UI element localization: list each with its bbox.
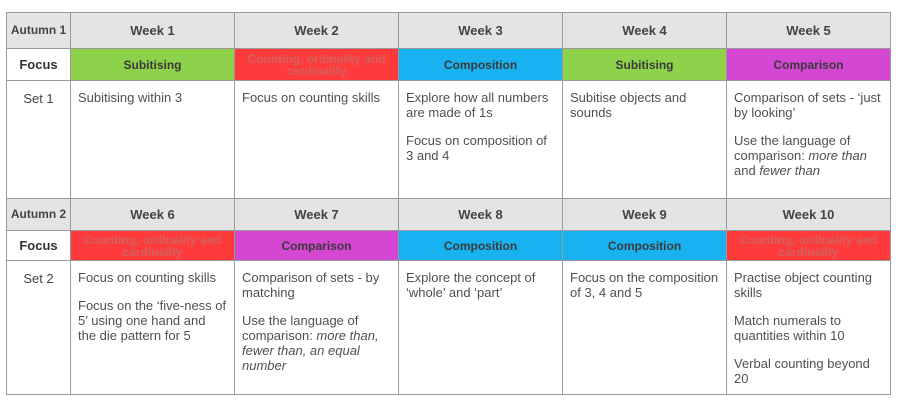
set-label: Set 2: [7, 261, 71, 395]
activity-cell: [727, 261, 891, 395]
focus-row-2: [7, 231, 891, 261]
activity-cell: [235, 81, 399, 199]
week-header: Week 9: [563, 199, 727, 231]
activity-text: Focus on counting skills: [242, 90, 381, 105]
activity-text: Focus on the composition of 3, 4 and 5: [570, 270, 719, 300]
term-label: Autumn 2: [7, 199, 71, 231]
focus-badge: Counting, ordinality and cardinality: [235, 49, 399, 81]
emphasis-text: more than, fewer than, an equal number: [242, 328, 379, 373]
activity-cell: [71, 261, 235, 395]
text-run: and: [734, 163, 760, 178]
focus-badge: Subitising: [563, 49, 727, 81]
focus-badge: Composition: [399, 49, 563, 81]
term-label: Autumn 1: [7, 13, 71, 49]
activity-text: Subitise objects and sounds: [570, 90, 687, 120]
focus-label: Focus: [7, 231, 71, 261]
activity-text: [734, 133, 883, 178]
focus-badge: Subitising: [71, 49, 235, 81]
week-header: Week 6: [71, 199, 235, 231]
week-header: Week 4: [563, 13, 727, 49]
activity-text: Focus on composition of 3 and 4: [406, 133, 547, 163]
focus-badge: Comparison: [235, 231, 399, 261]
focus-badge: Counting, ordinality and cardinality: [71, 231, 235, 261]
focus-label: Focus: [7, 49, 71, 81]
set-row-2: [7, 261, 891, 395]
curriculum-table: [6, 12, 891, 395]
week-header: Week 2: [235, 13, 399, 49]
week-header-row-1: [7, 13, 891, 49]
activity-text: [242, 313, 391, 373]
focus-row-1: [7, 49, 891, 81]
activity-cell: [563, 261, 727, 395]
activity-text: Explore the concept of ‘whole’ and ‘part’: [406, 270, 536, 300]
set-row-1: [7, 81, 891, 199]
activity-text: Explore how all numbers are made of 1s: [406, 90, 549, 120]
week-header: Week 5: [727, 13, 891, 49]
activity-text: Focus on the ‘five-ness of 5’ using one hand and the die pattern for 5: [78, 298, 227, 343]
activity-cell: [235, 261, 399, 395]
week-header: Week 3: [399, 13, 563, 49]
activity-text: Subitising within 3: [78, 90, 183, 105]
activity-text: Practise object counting skills: [734, 270, 873, 300]
focus-badge: Comparison: [727, 49, 891, 81]
week-header: Week 7: [235, 199, 399, 231]
activity-text: Comparison of sets - ‘just by looking’: [734, 90, 881, 120]
week-header: Week 1: [71, 13, 235, 49]
set-label: Set 1: [7, 81, 71, 199]
activity-text: Verbal counting beyond 20: [734, 356, 870, 386]
activity-text: Comparison of sets - by matching: [242, 270, 380, 300]
activity-cell: [399, 81, 563, 199]
text-run: Use the language of comparison:: [242, 313, 359, 343]
activity-text: Focus on counting skills: [78, 270, 217, 285]
focus-badge: Composition: [563, 231, 727, 261]
focus-badge: Composition: [399, 231, 563, 261]
emphasis-text: more than: [808, 148, 867, 163]
week-header-row-2: [7, 199, 891, 231]
activity-cell: [71, 81, 235, 199]
activity-cell: [727, 81, 891, 199]
activity-cell: [399, 261, 563, 395]
activity-text: Match numerals to quantities within 10: [734, 313, 845, 343]
focus-badge: Counting, ordinality and cardinality: [727, 231, 891, 261]
week-header: Week 10: [727, 199, 891, 231]
text-run: Use the language of comparison:: [734, 133, 851, 163]
activity-cell: [563, 81, 727, 199]
emphasis-text: fewer than: [759, 163, 821, 178]
week-header: Week 8: [399, 199, 563, 231]
